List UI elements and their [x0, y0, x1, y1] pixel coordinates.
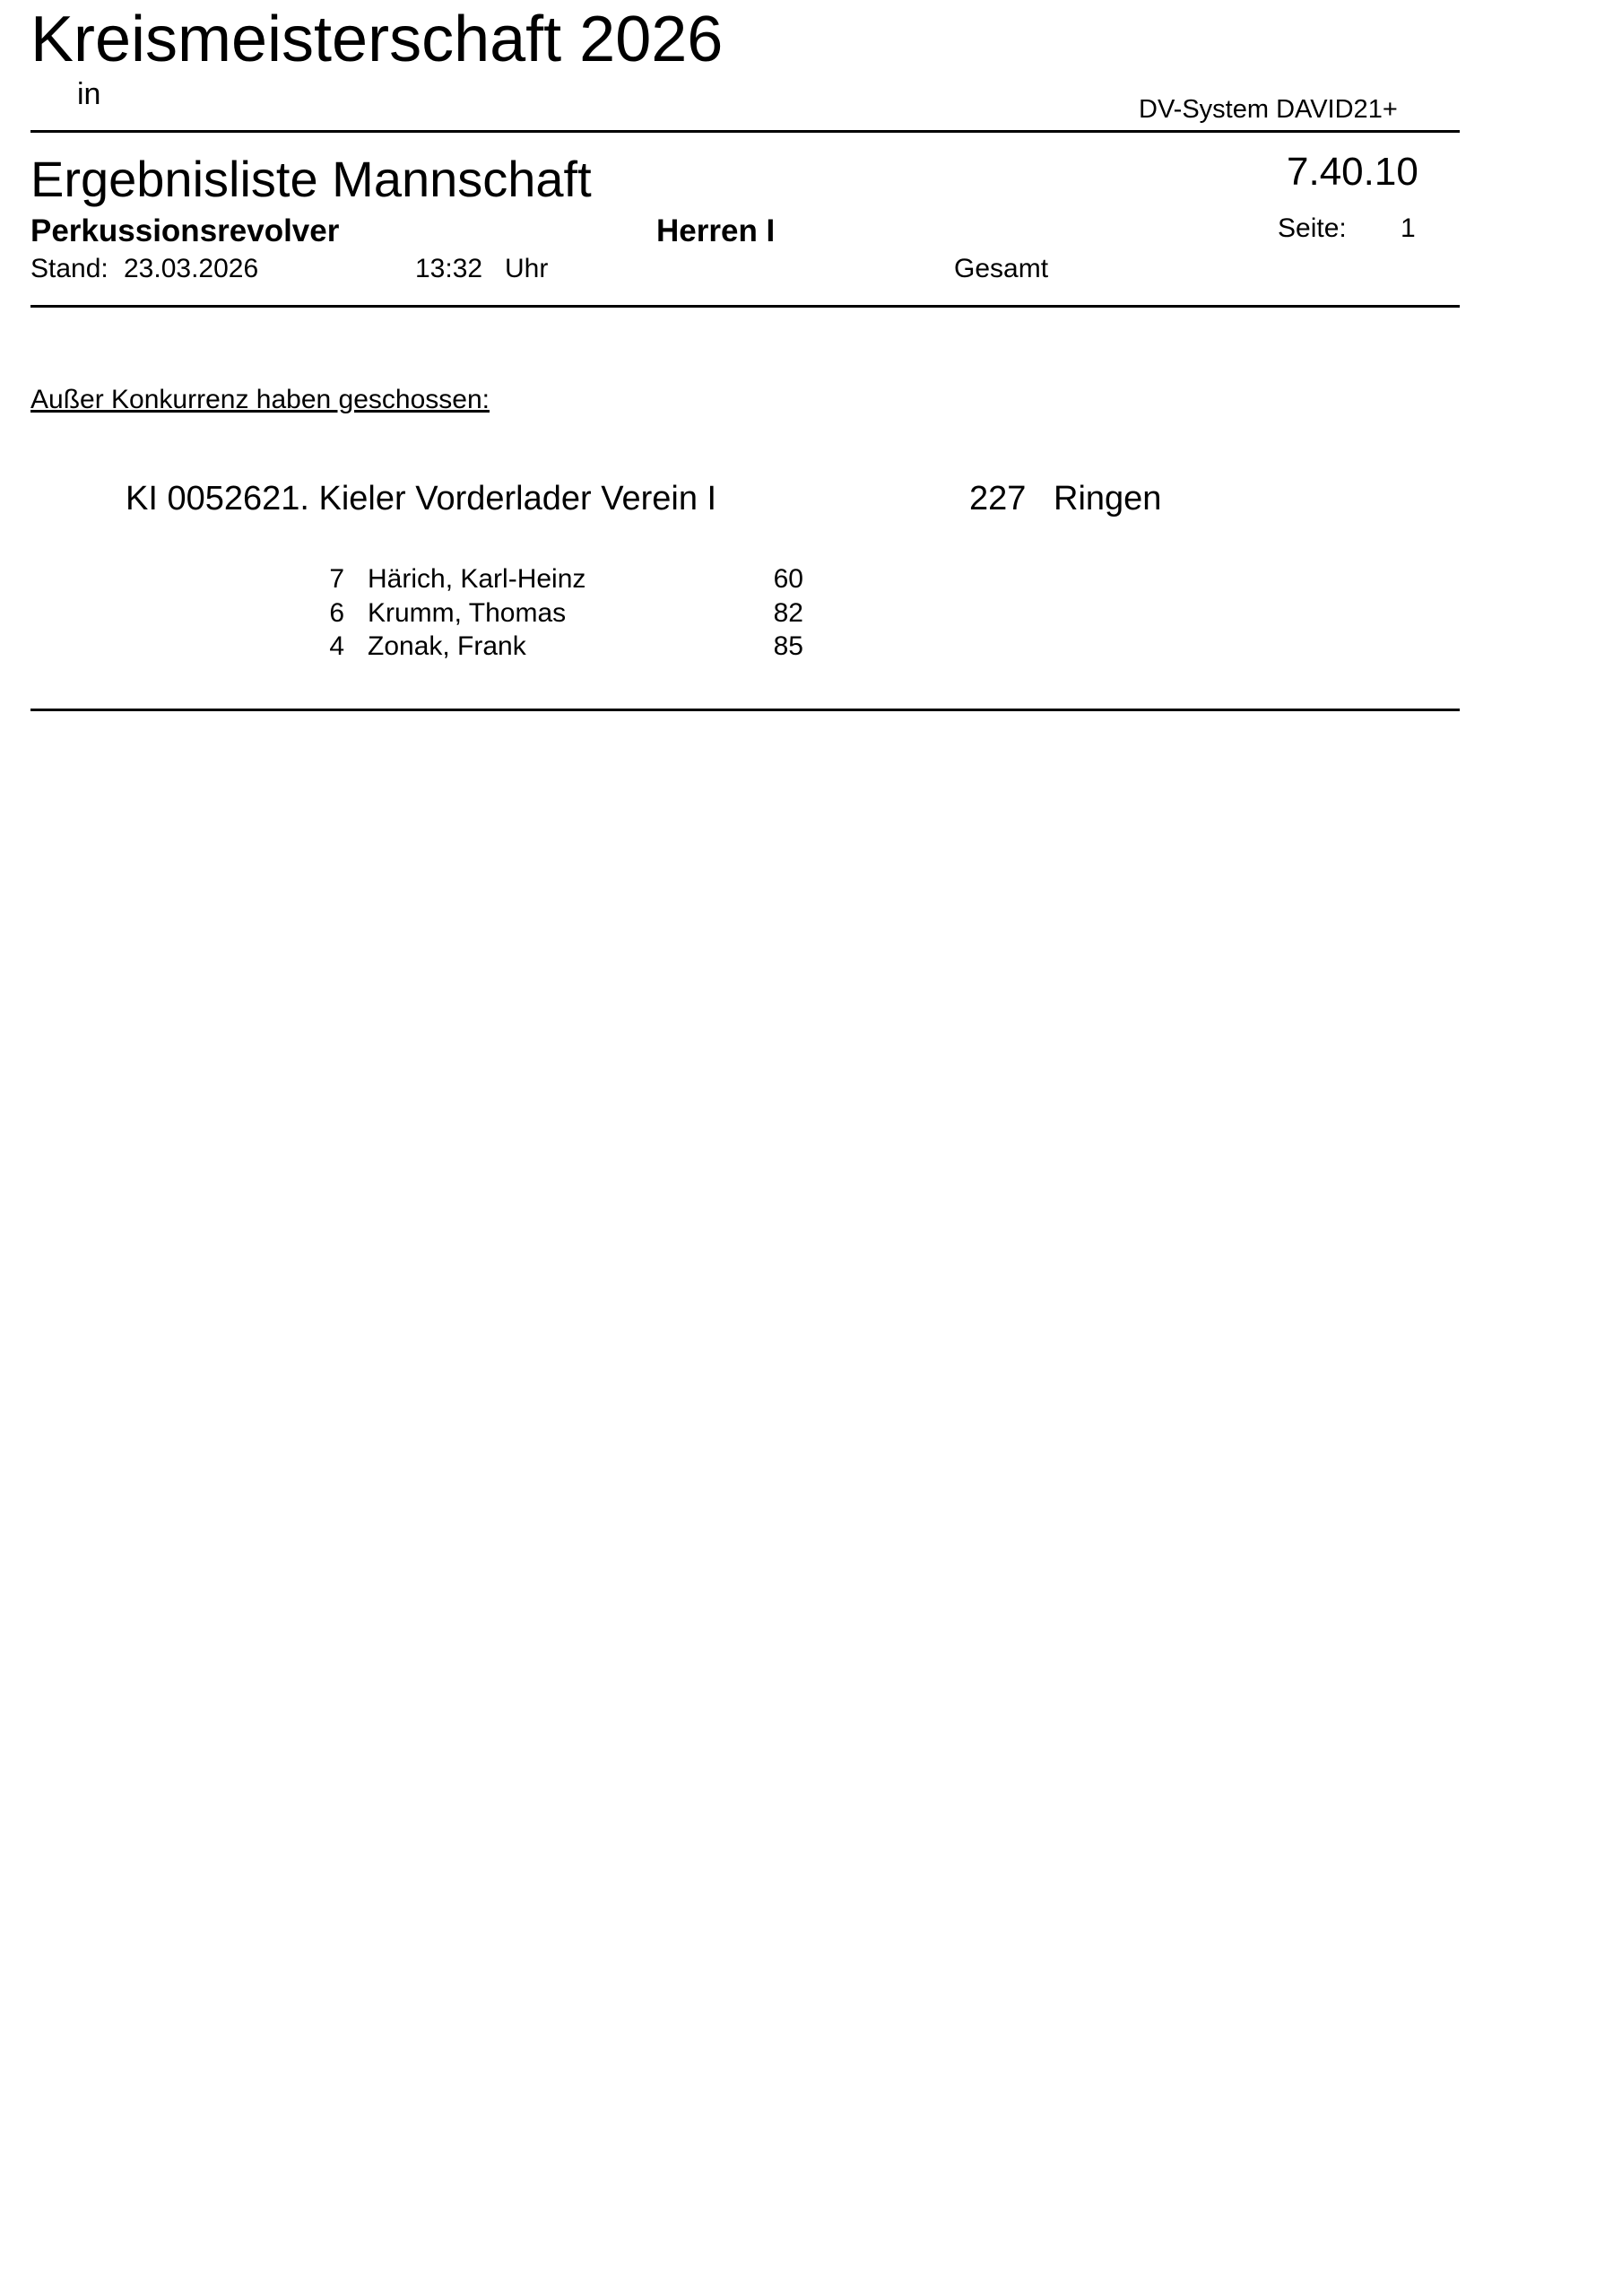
- discipline-label: Perkussionsrevolver: [30, 213, 340, 248]
- header-bottom-divider: [30, 305, 1460, 308]
- page-title: Kreismeisterschaft 2026: [30, 4, 724, 75]
- stand-date: 23.03.2026: [124, 254, 259, 283]
- team-score: 227: [969, 480, 1027, 517]
- member-name: Zonak, Frank: [368, 631, 526, 661]
- member-row: [0, 562, 1622, 596]
- member-score: 60: [773, 564, 803, 594]
- member-score: 85: [773, 631, 803, 661]
- member-number: 7: [329, 564, 344, 594]
- member-score: 82: [773, 598, 803, 628]
- member-row: [0, 630, 1622, 664]
- title-location: in: [77, 77, 101, 111]
- member-name: Krumm, Thomas: [368, 598, 567, 628]
- team-name: KI 0052621. Kieler Vorderlader Verein I: [126, 480, 717, 517]
- list-title: Ergebnisliste Mannschaft: [30, 151, 592, 207]
- scope-label: Gesamt: [954, 254, 1049, 283]
- version-number: 7.40.10: [1287, 150, 1418, 194]
- class-label: Herren I: [656, 213, 776, 248]
- stand-time: 13:32: [415, 254, 483, 283]
- stand-time-unit: Uhr: [505, 254, 549, 283]
- member-name: Härich, Karl-Heinz: [368, 564, 586, 594]
- member-row: [0, 596, 1622, 631]
- stand-label: Stand:: [30, 254, 108, 283]
- team-score-unit: Ringen: [1054, 480, 1162, 517]
- section-end-divider: [30, 709, 1460, 711]
- page-label: Seite:: [1278, 213, 1347, 243]
- section-heading: Außer Konkurrenz haben geschossen:: [30, 385, 490, 414]
- member-number: 4: [329, 631, 344, 661]
- system-name: DV-System DAVID21+: [1139, 95, 1398, 124]
- header-divider: [30, 130, 1460, 133]
- member-number: 6: [329, 598, 344, 628]
- page-number: 1: [1401, 213, 1416, 243]
